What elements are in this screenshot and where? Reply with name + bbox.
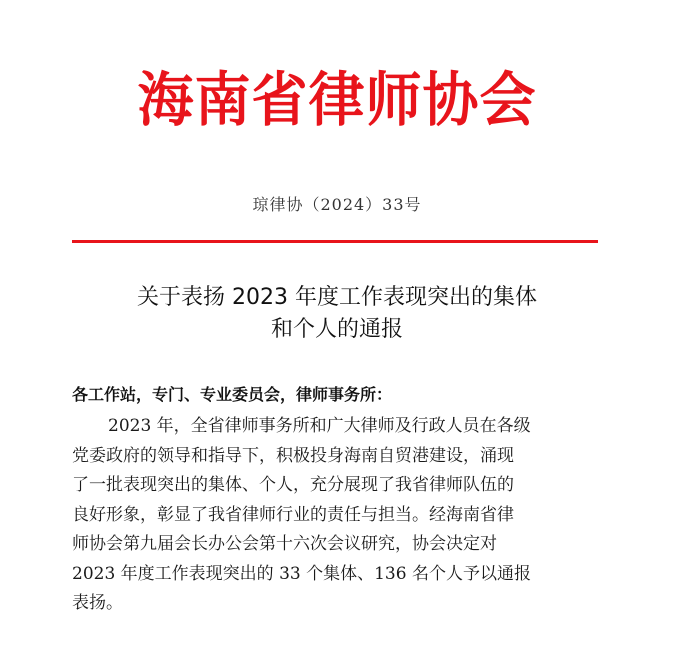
body-paragraph xyxy=(72,412,602,619)
issuing-organization-title: 海南省律师协会 xyxy=(137,66,537,135)
body-line: 师协会第九届会长办公会第十六次会议研究，协会决定对 xyxy=(72,534,497,554)
body-line: 良好形象，彰显了我省律师行业的责任与担当。经海南省律 xyxy=(72,504,514,525)
document-number: 琼律协（2024）33号 xyxy=(252,195,422,214)
notice-headline xyxy=(0,282,674,346)
headline-line-2: 和个人的通报 xyxy=(270,317,403,342)
body-line: 了一批表现突出的集体、个人，充分展现了我省律师队伍的 xyxy=(72,475,514,495)
body-line: 党委政府的领导和指导下，积极投身海南自贸港建设，涌现 xyxy=(72,445,514,466)
red-divider-line xyxy=(72,240,598,243)
body-line: 表扬。 xyxy=(72,593,123,613)
salutation: 各工作站，专门、专业委员会，律师事务所： xyxy=(72,385,393,404)
body-line: 2023 年，全省律师事务所和广大律师及行政人员在各级 xyxy=(108,416,531,436)
body-line: 2023 年度工作表现突出的 33 个集体、136 名个人予以通报 xyxy=(72,563,531,584)
headline-line-1: 关于表扬 2023 年度工作表现突出的集体 xyxy=(137,285,537,310)
